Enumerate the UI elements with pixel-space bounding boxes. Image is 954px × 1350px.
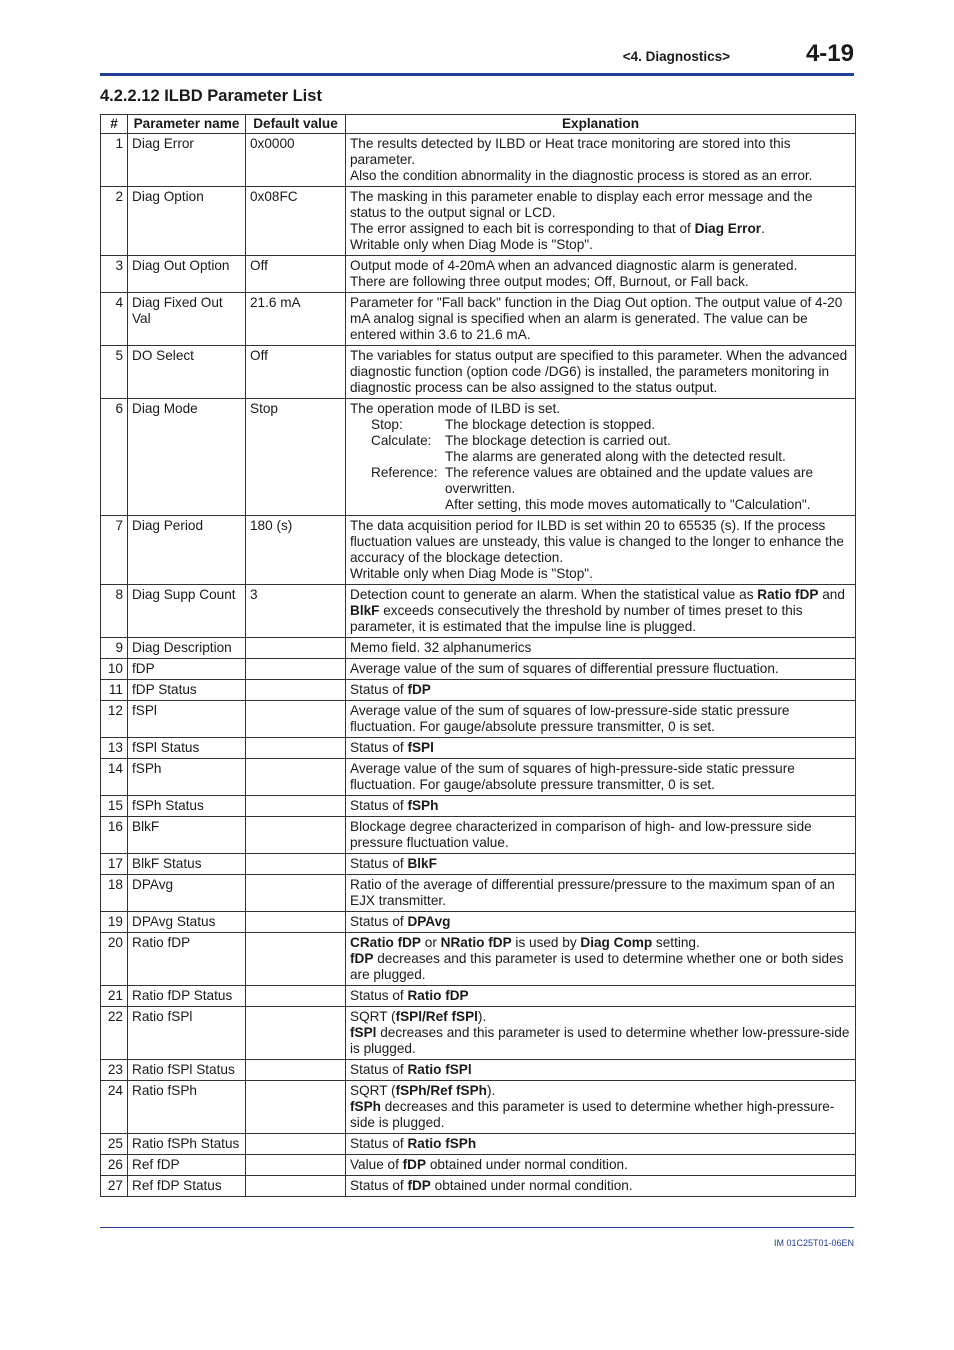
table-row: [101, 346, 856, 399]
table-row: [101, 796, 856, 817]
text-segment: obtained under normal condition.: [430, 1178, 633, 1193]
parameter-name: Diag Mode: [128, 399, 246, 516]
table-row: [101, 1155, 856, 1176]
parameter-name: Ratio fSPl: [128, 1007, 246, 1060]
text-segment: Parameter for "Fall back" function in the Diag Out option. The output value of 4-20 mA analog signal is specified when an alarm is generated. The value can be entered within 3.6 to 21.6 mA.: [350, 295, 843, 342]
table-row: [101, 293, 856, 346]
row-number: 1: [101, 134, 128, 187]
row-number: 13: [101, 738, 128, 759]
default-value: [246, 1155, 346, 1176]
table-row: [101, 875, 856, 912]
table-row: [101, 516, 856, 585]
text-segment: Status of: [350, 740, 408, 755]
parameter-name: fSPl: [128, 701, 246, 738]
explanation-line: [350, 1178, 851, 1194]
text-segment: The masking in this parameter enable to display each error message and the status to the output signal or LCD.: [350, 189, 813, 220]
text-segment: Memo field. 32 alphanumerics: [350, 640, 532, 655]
explanation-line: [350, 258, 851, 274]
explanation-line: [350, 1136, 851, 1152]
explanation: [346, 187, 856, 256]
explanation-line: [350, 703, 851, 735]
text-segment: and: [818, 587, 845, 602]
parameter-name: Diag Period: [128, 516, 246, 585]
explanation: [346, 796, 856, 817]
text-segment: Average value of the sum of squares of low-pressure-side static pressure fluctuation. For gauge/absolute pressure transmitter, 0 is set.: [350, 703, 790, 734]
explanation: [346, 817, 856, 854]
table-row: [101, 134, 856, 187]
default-value: 3: [246, 585, 346, 638]
table-row: [101, 187, 856, 256]
table-row: [101, 1007, 856, 1060]
default-value: [246, 1060, 346, 1081]
mode-description: The reference values are obtained and the update values are overwritten.: [445, 465, 814, 496]
parameter-table: [100, 114, 856, 1197]
explanation: [346, 346, 856, 399]
text-segment: is used by: [511, 935, 581, 950]
explanation-line: [350, 819, 851, 851]
parameter-reference: BlkF: [407, 856, 437, 871]
explanation-line: [350, 566, 851, 582]
text-segment: Also the condition abnormality in the diagnostic process is stored as an error.: [350, 168, 813, 183]
parameter-reference: NRatio fDP: [440, 935, 512, 950]
row-number: 3: [101, 256, 128, 293]
footer-rule: [100, 1227, 854, 1228]
text-segment: There are following three output modes; Off, Burnout, or Fall back.: [350, 274, 749, 289]
text-segment: or: [421, 935, 441, 950]
explanation: [346, 680, 856, 701]
explanation: [346, 1176, 856, 1197]
parameter-reference: fSPh/Ref fSPh: [395, 1083, 487, 1098]
explanation-line: [350, 1025, 851, 1057]
parameter-name: fSPh: [128, 759, 246, 796]
explanation-line: [350, 877, 851, 909]
table-row: [101, 701, 856, 738]
parameter-name: fDP Status: [128, 680, 246, 701]
table-row: [101, 659, 856, 680]
parameter-reference: Ratio fSPl: [407, 1062, 472, 1077]
explanation-line: [350, 856, 851, 872]
explanation-line: [350, 640, 851, 656]
table-row: [101, 399, 856, 516]
parameter-name: Ratio fDP Status: [128, 986, 246, 1007]
explanation-line: [350, 740, 851, 756]
default-value: [246, 1176, 346, 1197]
parameter-name: Ratio fSPh: [128, 1081, 246, 1134]
explanation-line: [350, 348, 851, 396]
explanation-line: [350, 951, 851, 983]
text-segment: Detection count to generate an alarm. When the statistical value as: [350, 587, 758, 602]
parameter-name: DO Select: [128, 346, 246, 399]
table-row: [101, 585, 856, 638]
row-number: 16: [101, 817, 128, 854]
row-number: 19: [101, 912, 128, 933]
table-row: [101, 912, 856, 933]
parameter-reference: fDP: [402, 1157, 427, 1172]
text-segment: Ratio of the average of differential pressure/pressure to the maximum span of an EJX transmitter.: [350, 877, 835, 908]
default-value: [246, 638, 346, 659]
table-body: [101, 134, 856, 1197]
default-value: [246, 1007, 346, 1060]
mode-label: Calculate:: [371, 433, 432, 448]
explanation: [346, 1134, 856, 1155]
parameter-name: Ref fDP: [128, 1155, 246, 1176]
row-number: 22: [101, 1007, 128, 1060]
parameter-reference: fSPh: [407, 798, 439, 813]
text-segment: SQRT (: [350, 1009, 396, 1024]
default-value: [246, 875, 346, 912]
explanation-line: [350, 587, 851, 635]
explanation: [346, 701, 856, 738]
page-number: 4-19: [805, 40, 854, 67]
explanation: [346, 1060, 856, 1081]
row-number: 14: [101, 759, 128, 796]
explanation: [346, 986, 856, 1007]
explanation: [346, 659, 856, 680]
table-row: [101, 738, 856, 759]
text-segment: decreases and this parameter is used to determine whether one or both sides are plugged.: [350, 951, 844, 982]
explanation: [346, 256, 856, 293]
text-segment: ).: [477, 1009, 487, 1024]
parameter-name: Diag Error: [128, 134, 246, 187]
default-value: [246, 659, 346, 680]
row-number: 15: [101, 796, 128, 817]
default-value: 0x0000: [246, 134, 346, 187]
explanation-line: [350, 237, 851, 253]
table-row: [101, 933, 856, 986]
parameter-name: Diag Out Option: [128, 256, 246, 293]
row-number: 23: [101, 1060, 128, 1081]
text-segment: obtained under normal condition.: [426, 1157, 628, 1172]
default-value: [246, 912, 346, 933]
explanation-line: [350, 189, 851, 221]
column-header-default-value: Default value: [246, 115, 346, 134]
text-segment: .: [761, 221, 765, 236]
explanation: [346, 134, 856, 187]
row-number: 7: [101, 516, 128, 585]
header-rule: [100, 73, 854, 76]
explanation-line: [350, 274, 851, 290]
mode-label: Reference:: [371, 465, 438, 480]
explanation-line: [350, 1009, 851, 1025]
default-value: [246, 854, 346, 875]
parameter-name: Diag Fixed Out Val: [128, 293, 246, 346]
text-segment: The data acquisition period for ILBD is set within 20 to 65535 (s). If the process fluctuation values are unsteady, this value is changed to the longer to enhance the accuracy of the blockage detection.: [350, 518, 844, 565]
explanation: [346, 516, 856, 585]
text-segment: Status of: [350, 1136, 408, 1151]
default-value: [246, 796, 346, 817]
row-number: 25: [101, 1134, 128, 1155]
default-value: [246, 817, 346, 854]
row-number: 20: [101, 933, 128, 986]
chapter-title: <4. Diagnostics>: [622, 49, 730, 64]
explanation: [346, 912, 856, 933]
parameter-name: BlkF Status: [128, 854, 246, 875]
table-row: [101, 638, 856, 659]
text-segment: The results detected by ILBD or Heat trace monitoring are stored into this parameter.: [350, 136, 791, 167]
column-header-explanation: Explanation: [346, 115, 856, 134]
row-number: 9: [101, 638, 128, 659]
mode-label: Stop:: [371, 417, 403, 432]
explanation-line: [350, 1062, 851, 1078]
text-segment: Status of: [350, 682, 408, 697]
mode-description: The blockage detection is carried out.: [445, 433, 671, 448]
text-segment: Output mode of 4-20mA when an advanced diagnostic alarm is generated.: [350, 258, 798, 273]
row-number: 21: [101, 986, 128, 1007]
text-segment: Average value of the sum of squares of differential pressure fluctuation.: [350, 661, 779, 676]
column-header-number: #: [101, 115, 128, 134]
explanation: [346, 738, 856, 759]
explanation-line: [350, 661, 851, 677]
parameter-name: Diag Supp Count: [128, 585, 246, 638]
parameter-reference: BlkF: [350, 603, 380, 618]
explanation-line: [350, 136, 851, 168]
explanation: [346, 585, 856, 638]
default-value: 0x08FC: [246, 187, 346, 256]
row-number: 12: [101, 701, 128, 738]
parameter-reference: Ratio fDP: [757, 587, 819, 602]
table-row: [101, 986, 856, 1007]
default-value: [246, 701, 346, 738]
explanation: [346, 875, 856, 912]
table-row: [101, 256, 856, 293]
row-number: 17: [101, 854, 128, 875]
mode-description: The blockage detection is stopped.: [445, 417, 656, 432]
explanation-line: [350, 682, 851, 698]
text-segment: Status of: [350, 1178, 408, 1193]
explanation-line: [350, 914, 851, 930]
parameter-name: Ratio fSPh Status: [128, 1134, 246, 1155]
parameter-name: fSPl Status: [128, 738, 246, 759]
parameter-name: fDP: [128, 659, 246, 680]
text-segment: Status of: [350, 914, 408, 929]
mode-intro: The operation mode of ILBD is set.: [350, 401, 561, 416]
text-segment: Average value of the sum of squares of high-pressure-side static pressure fluctuation. For gauge/absolute pressure transmitter, 0 is set.: [350, 761, 795, 792]
text-segment: Blockage degree characterized in comparison of high- and low-pressure side pressure fluctuation value.: [350, 819, 812, 850]
parameter-name: fSPh Status: [128, 796, 246, 817]
default-value: Off: [246, 256, 346, 293]
explanation-line: [350, 518, 851, 566]
default-value: [246, 680, 346, 701]
parameter-name: Ratio fDP: [128, 933, 246, 986]
explanation-line: [350, 988, 851, 1004]
text-segment: ).: [486, 1083, 496, 1098]
parameter-name: Diag Option: [128, 187, 246, 256]
explanation-line: [350, 935, 851, 951]
row-number: 5: [101, 346, 128, 399]
text-segment: Value of: [350, 1157, 403, 1172]
default-value: Stop: [246, 399, 346, 516]
text-segment: exceeds consecutively the threshold by number of times preset to this parameter, it is estimated that the impulse line is plugged.: [350, 603, 803, 634]
default-value: [246, 738, 346, 759]
parameter-name: Diag Description: [128, 638, 246, 659]
row-number: 2: [101, 187, 128, 256]
table-row: [101, 759, 856, 796]
text-segment: decreases and this parameter is used to determine whether high-pressure-side is plugged.: [350, 1099, 835, 1130]
table-row: [101, 1134, 856, 1155]
row-number: 4: [101, 293, 128, 346]
table-header-row: [101, 115, 856, 134]
default-value: [246, 1081, 346, 1134]
row-number: 18: [101, 875, 128, 912]
default-value: [246, 986, 346, 1007]
section-title: 4.2.2.12 ILBD Parameter List: [100, 87, 322, 105]
mode-entry: [350, 465, 851, 497]
table-row: [101, 854, 856, 875]
explanation: [346, 293, 856, 346]
explanation: [346, 1081, 856, 1134]
explanation-line: [350, 798, 851, 814]
document-id: IM 01C25T01-06EN: [773, 1238, 854, 1248]
explanation: [346, 1007, 856, 1060]
text-segment: Writable only when Diag Mode is "Stop".: [350, 237, 593, 252]
default-value: 21.6 mA: [246, 293, 346, 346]
parameter-reference: fDP: [407, 1178, 431, 1193]
table-row: [101, 680, 856, 701]
default-value: [246, 1134, 346, 1155]
text-segment: Status of: [350, 1062, 408, 1077]
table-row: [101, 1081, 856, 1134]
text-segment: Writable only when Diag Mode is "Stop".: [350, 566, 593, 581]
parameter-reference: Diag Error: [694, 221, 762, 236]
parameter-reference: fDP: [407, 682, 431, 697]
explanation-line: [350, 221, 851, 237]
explanation-line: [350, 1099, 851, 1131]
parameter-reference: fDP: [350, 951, 374, 966]
parameter-reference: DPAvg: [407, 914, 451, 929]
explanation: [346, 1155, 856, 1176]
parameter-reference: fSPh: [350, 1099, 381, 1114]
parameter-reference: fSPl: [350, 1025, 377, 1040]
column-header-parameter-name: Parameter name: [128, 115, 246, 134]
row-number: 24: [101, 1081, 128, 1134]
parameter-reference: fSPl: [407, 740, 434, 755]
explanation: [346, 933, 856, 986]
text-segment: setting.: [652, 935, 700, 950]
mode-entry: [350, 433, 851, 449]
parameter-reference: Ratio fSPh: [407, 1136, 477, 1151]
page-header: [100, 40, 854, 76]
table-row: [101, 1060, 856, 1081]
parameter-name: BlkF: [128, 817, 246, 854]
mode-entry: [350, 417, 851, 433]
text-segment: The variables for status output are specified to this parameter. When the advanced diagnostic function (option code /DG6) is installed, the parameters monitoring in diagnostic process can be also assigned to the status output.: [350, 348, 848, 395]
parameter-name: Ref fDP Status: [128, 1176, 246, 1197]
row-number: 6: [101, 399, 128, 516]
default-value: Off: [246, 346, 346, 399]
text-segment: The error assigned to each bit is corresponding to that of: [350, 221, 695, 236]
explanation: [346, 854, 856, 875]
mode-note: After setting, this mode moves automatically to "Calculation".: [445, 497, 811, 512]
text-segment: SQRT (: [350, 1083, 396, 1098]
row-number: 8: [101, 585, 128, 638]
default-value: [246, 759, 346, 796]
row-number: 27: [101, 1176, 128, 1197]
parameter-name: Ratio fSPl Status: [128, 1060, 246, 1081]
parameter-reference: CRatio fDP: [350, 935, 421, 950]
explanation-line: [350, 168, 851, 184]
parameter-reference: fSPl/Ref fSPl: [395, 1009, 478, 1024]
text-segment: decreases and this parameter is used to determine whether low-pressure-side is plugged.: [350, 1025, 850, 1056]
row-number: 11: [101, 680, 128, 701]
table-row: [101, 1176, 856, 1197]
explanation: [346, 399, 856, 516]
default-value: [246, 933, 346, 986]
explanation-line: [350, 295, 851, 343]
text-segment: Status of: [350, 798, 408, 813]
row-number: 26: [101, 1155, 128, 1176]
mode-note: The alarms are generated along with the detected result.: [445, 449, 786, 464]
explanation-line: [350, 1083, 851, 1099]
text-segment: Status of: [350, 988, 408, 1003]
default-value: 180 (s): [246, 516, 346, 585]
explanation-line: [350, 761, 851, 793]
parameter-name: DPAvg Status: [128, 912, 246, 933]
text-segment: Status of: [350, 856, 408, 871]
row-number: 10: [101, 659, 128, 680]
parameter-reference: Diag Comp: [580, 935, 653, 950]
explanation: [346, 638, 856, 659]
parameter-reference: Ratio fDP: [407, 988, 469, 1003]
explanation: [346, 759, 856, 796]
explanation-line: [350, 1157, 851, 1173]
table-row: [101, 817, 856, 854]
parameter-name: DPAvg: [128, 875, 246, 912]
